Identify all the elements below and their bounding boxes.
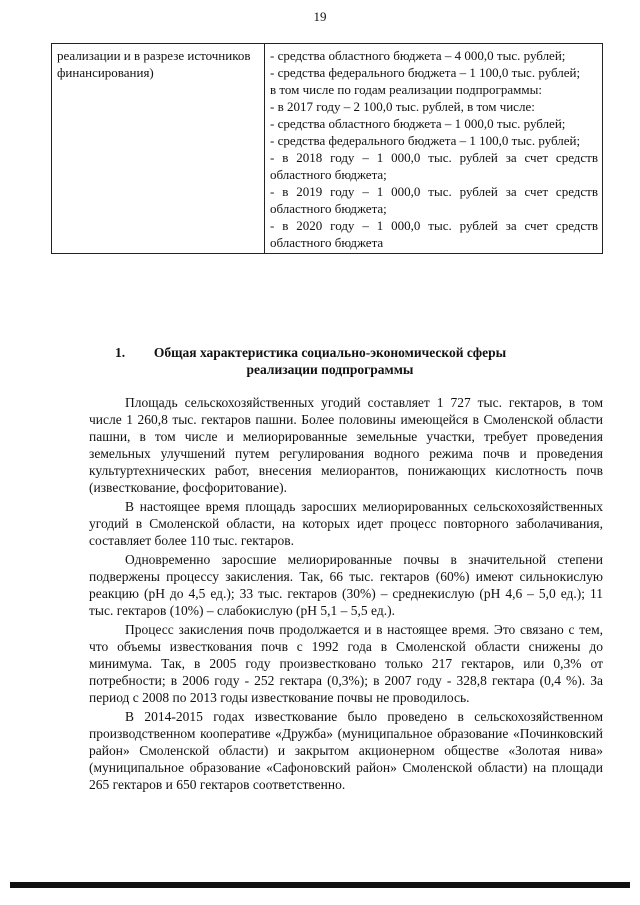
financing-line: - средства федерального бюджета – 1 100,0 тыс. рублей; xyxy=(270,133,581,148)
paragraph: Площадь сельскохозяйственных угодий составляет 1 727 тыс. гектаров, в том числе 1 260,8 тыс. гектаров пашни. Более половины имеющейся в Смоленской области пашни, в том числе и мелиорированные земельные участки, требует проведения земельных улучшений путем регулирования водного режима почв и проведения культуртехнических работ, внесения мелиорантов, понижающих кислотность почв (известкование, фосфоритование). xyxy=(89,395,603,495)
table-cell-values xyxy=(265,44,603,254)
financing-line: - средства федерального бюджета – 1 100,0 тыс. рублей; xyxy=(270,65,581,80)
financing-table xyxy=(51,43,603,254)
section-number: 1. xyxy=(115,345,126,360)
section-heading xyxy=(95,344,565,378)
financing-line: - средства областного бюджета – 1 000,0 тыс. рублей; xyxy=(270,116,566,131)
paragraph: Одновременно заросшие мелиорированные почвы в значительной степени подвержены процессу закисления. Так, 66 тыс. гектаров (60%) имеют сильнокислую реакцию (рН до 4,5 ед.); 33 тыс. гектаров (30%) – среднекислую (рН 4,6 – 5,0 ед.); 11 тыс. гектаров (10%) – слабокислую (рН 5,1 – 5,5 ед.). xyxy=(89,552,603,618)
paragraph: В настоящее время площадь заросших мелиорированных сельскохозяйственных угодий в Смоленской области, на которых идет процесс повторного заболачивания, составляет более 110 тыс. гектаров. xyxy=(89,499,603,548)
table-cell-label: реализации и в разрезе источников финансирования) xyxy=(52,44,265,254)
financing-line: - средства областного бюджета – 4 000,0 тыс. рублей; xyxy=(270,48,566,63)
paragraph: В 2014-2015 годах известкование было проведено в сельскохозяйственном производственном кооперативе «Дружба» (муниципальное образование «Починковский район» Смоленской области) и закрытом акционерном обществе «Золотая нива» (муниципальное образование «Сафоновский район» Смоленской области) на площади 265 гектаров и 650 гектаров соответственно. xyxy=(89,709,603,792)
page-number: 19 xyxy=(313,9,327,24)
financing-line: - в 2020 году – 1 000,0 тыс. рублей за счет средств областного бюджета xyxy=(270,218,598,250)
financing-line: - в 2017 году – 2 100,0 тыс. рублей, в том числе: xyxy=(270,99,535,114)
section-title-line-1: Общая характеристика социально-экономической сферы xyxy=(153,345,507,360)
section-title-line-2: реализации подпрограммы xyxy=(246,362,414,377)
table-row xyxy=(52,44,603,254)
financing-line: в том числе по годам реализации подпрограммы: xyxy=(270,82,542,97)
financing-line: - в 2019 году – 1 000,0 тыс. рублей за счет средств областного бюджета; xyxy=(270,184,598,216)
financing-line: - в 2018 году – 1 000,0 тыс. рублей за счет средств областного бюджета; xyxy=(270,150,598,182)
bottom-divider xyxy=(10,882,630,888)
body-text xyxy=(89,394,603,795)
paragraph: Процесс закисления почв продолжается и в настоящее время. Это связано с тем, что объемы известкования почв с 1992 года в Смоленской области снижены до минимума. Так, в 2005 году произвесткованo только 217 гектаров, или 0,3% от потребности; в 2006 году - 252 гектара (0,3%); в 2007 году - 328,8 гектара (0,4 %). За период с 2008 по 2013 годы известкование почвы не проводилось. xyxy=(89,622,603,705)
